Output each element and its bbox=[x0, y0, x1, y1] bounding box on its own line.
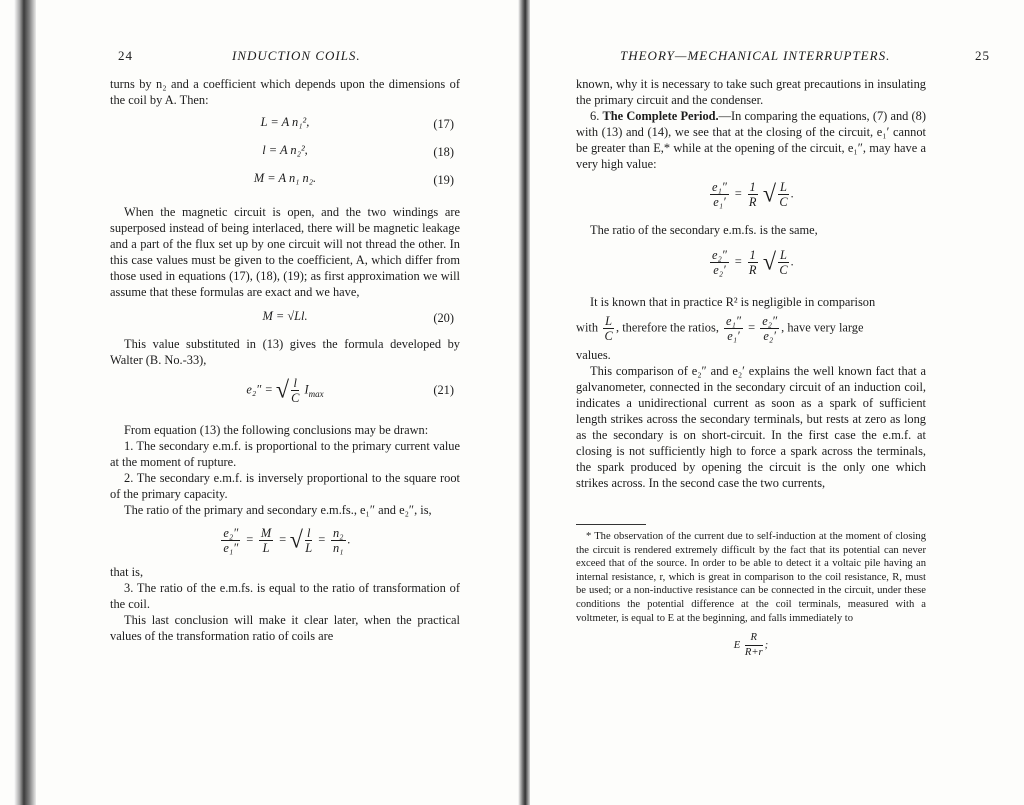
equation-ratio: $\frac{\text{e₂″}}{\text{e₁″}}$ = $\frac{M}{L}$ = √ $\frac{l}{L}$ = $\frac{\text{n₂}}{\text{n₁}}$ . bbox=[223, 526, 351, 555]
sqrt-symbol: √ bbox=[762, 249, 776, 276]
sqrt-symbol: √ bbox=[275, 377, 290, 404]
sqrt-symbol: √ bbox=[762, 181, 776, 208]
left-running-head bbox=[118, 48, 468, 64]
paragraph: When the magnetic circuit is open, and the two windings are superposed instead of being interlaced, there will be magnetic leakage and a part of the flux set up by one circuit will not thread the other. In this case values must be given to the coefficient, A, which differ from those used in equations (17), (18), (19); as first approximation we will assume that these formulas are exact and we have, bbox=[110, 205, 460, 299]
equation-19: M = A n₁ n₂. (19) bbox=[253, 171, 454, 187]
paragraph: known, why it is necessary to take such great precautions in insulating the primary circuit and the condenser. bbox=[576, 77, 926, 107]
paragraph: with $\frac{L}{C}$ , therefore the ratios, $\frac{\text{e₁″}}{\text{e₁′}}$ = $\frac{\text{e₂″}}{\text{e₂′}}$ , have very large bbox=[576, 314, 864, 343]
sqrt-symbol: √ bbox=[289, 527, 303, 554]
paragraph: This last conclusion will make it clear later, when the practical values of the transformation ratio of coils are bbox=[110, 613, 460, 643]
page-number: 24 bbox=[118, 48, 133, 63]
equation-18: l = A n₂², (18) bbox=[262, 143, 454, 159]
page-binding-shadow bbox=[14, 0, 36, 805]
page-number: 25 bbox=[975, 48, 990, 63]
paragraph: values. bbox=[576, 348, 611, 362]
paragraph: This value substituted in (13) gives the formula developed by Walter (B. No.-33), bbox=[110, 337, 460, 367]
fraction: $\frac{l}{C}$ bbox=[291, 376, 300, 405]
right-page bbox=[512, 0, 1024, 805]
right-running-head bbox=[620, 48, 990, 64]
paragraph: The ratio of the secondary e.m.fs. is the same, bbox=[590, 223, 818, 237]
right-body bbox=[576, 76, 926, 491]
paragraph: turns by n₂ and a coefficient which depends upon the dimensions of the coil by A. Then: bbox=[110, 77, 460, 107]
equation-20: M = √Ll. (20) bbox=[262, 309, 454, 325]
equation-21: e₂″ = √ $\frac{l}{C}$ $I_{max}$ (21) bbox=[246, 376, 454, 405]
paragraph: From equation (13) the following conclusions may be drawn: bbox=[124, 423, 429, 437]
paragraph: It is known that in practice R² is negligible in comparison bbox=[590, 295, 876, 309]
equation-17: L = A n₁², (17) bbox=[260, 115, 454, 131]
running-head-title: THEORY—MECHANICAL INTERRUPTERS. bbox=[620, 48, 891, 63]
equation-primary-ratio: $\frac{\text{e₁″}}{\text{e₁′}}$ = $\frac{1}{R}$ √ $\frac{L}{C}$ . bbox=[711, 180, 795, 209]
paragraph: 6. The Complete Period.—In comparing the equations, (7) and (8) with (13) and (14), we see that at the closing of the circuit, e₁′ cannot be greater than E,* while at the opening of the circuit, e₁″, may have a very high value: bbox=[576, 109, 927, 171]
equation-secondary-ratio: $\frac{\text{e₂″}}{\text{e₂′}}$ = $\frac{1}{R}$ √ $\frac{L}{C}$ . bbox=[711, 248, 795, 277]
list-item: 3. The ratio of the e.m.fs. is equal to the ratio of transformation of the coil. bbox=[110, 581, 460, 611]
list-item: 2. The secondary e.m.f. is inversely proportional to the square root of the primary capacity. bbox=[110, 471, 460, 501]
footnote-rule bbox=[576, 524, 646, 525]
paragraph: The ratio of the primary and secondary e.m.fs., e₁″ and e₂″, is, bbox=[124, 503, 432, 517]
footnote: * The observation of the current due to self-induction at the moment of closing the circuit is rendered extremely difficult by the fact that its potential can never exceed that of the source. In order to be able to detect it a voltaic pile having an internal resistance, r, which is great in comparison to the coil resistance, R, must be used; or a non-inductive resistance can be connected in the circuit, under these conditions the potential difference at the coil terminals, measured with a voltmeter, is equal to E at the beginning, and falls immediately to E $\frac{R}{R+r}$ ; bbox=[576, 531, 926, 659]
list-item: 1. The secondary e.m.f. is proportional to the primary current value at the moment of rupture. bbox=[110, 439, 460, 469]
paragraph: This comparison of e₂″ and e₂′ explains the well known fact that a galvanometer, connected in the secondary circuit of an induction coil, indicates a unidirectional current as soon as a spark of sufficient length strikes across the secondary terminals, but rests at zero as long as the secondary is on short-circuit. In the first case the e.m.f. at closing is not sufficiently high to force a spark across the terminals, the spark produced by opening the circuit is the only one which strikes across. In the second case the two currents, bbox=[576, 364, 926, 490]
paragraph: that is, bbox=[110, 565, 144, 579]
left-body bbox=[110, 76, 460, 644]
running-head-title: INDUCTION COILS. bbox=[232, 48, 361, 63]
footnote-equation: E $\frac{R}{R+r}$ ; bbox=[733, 632, 769, 659]
section-title: The Complete Period. bbox=[602, 109, 719, 123]
book-gutter bbox=[518, 0, 530, 805]
